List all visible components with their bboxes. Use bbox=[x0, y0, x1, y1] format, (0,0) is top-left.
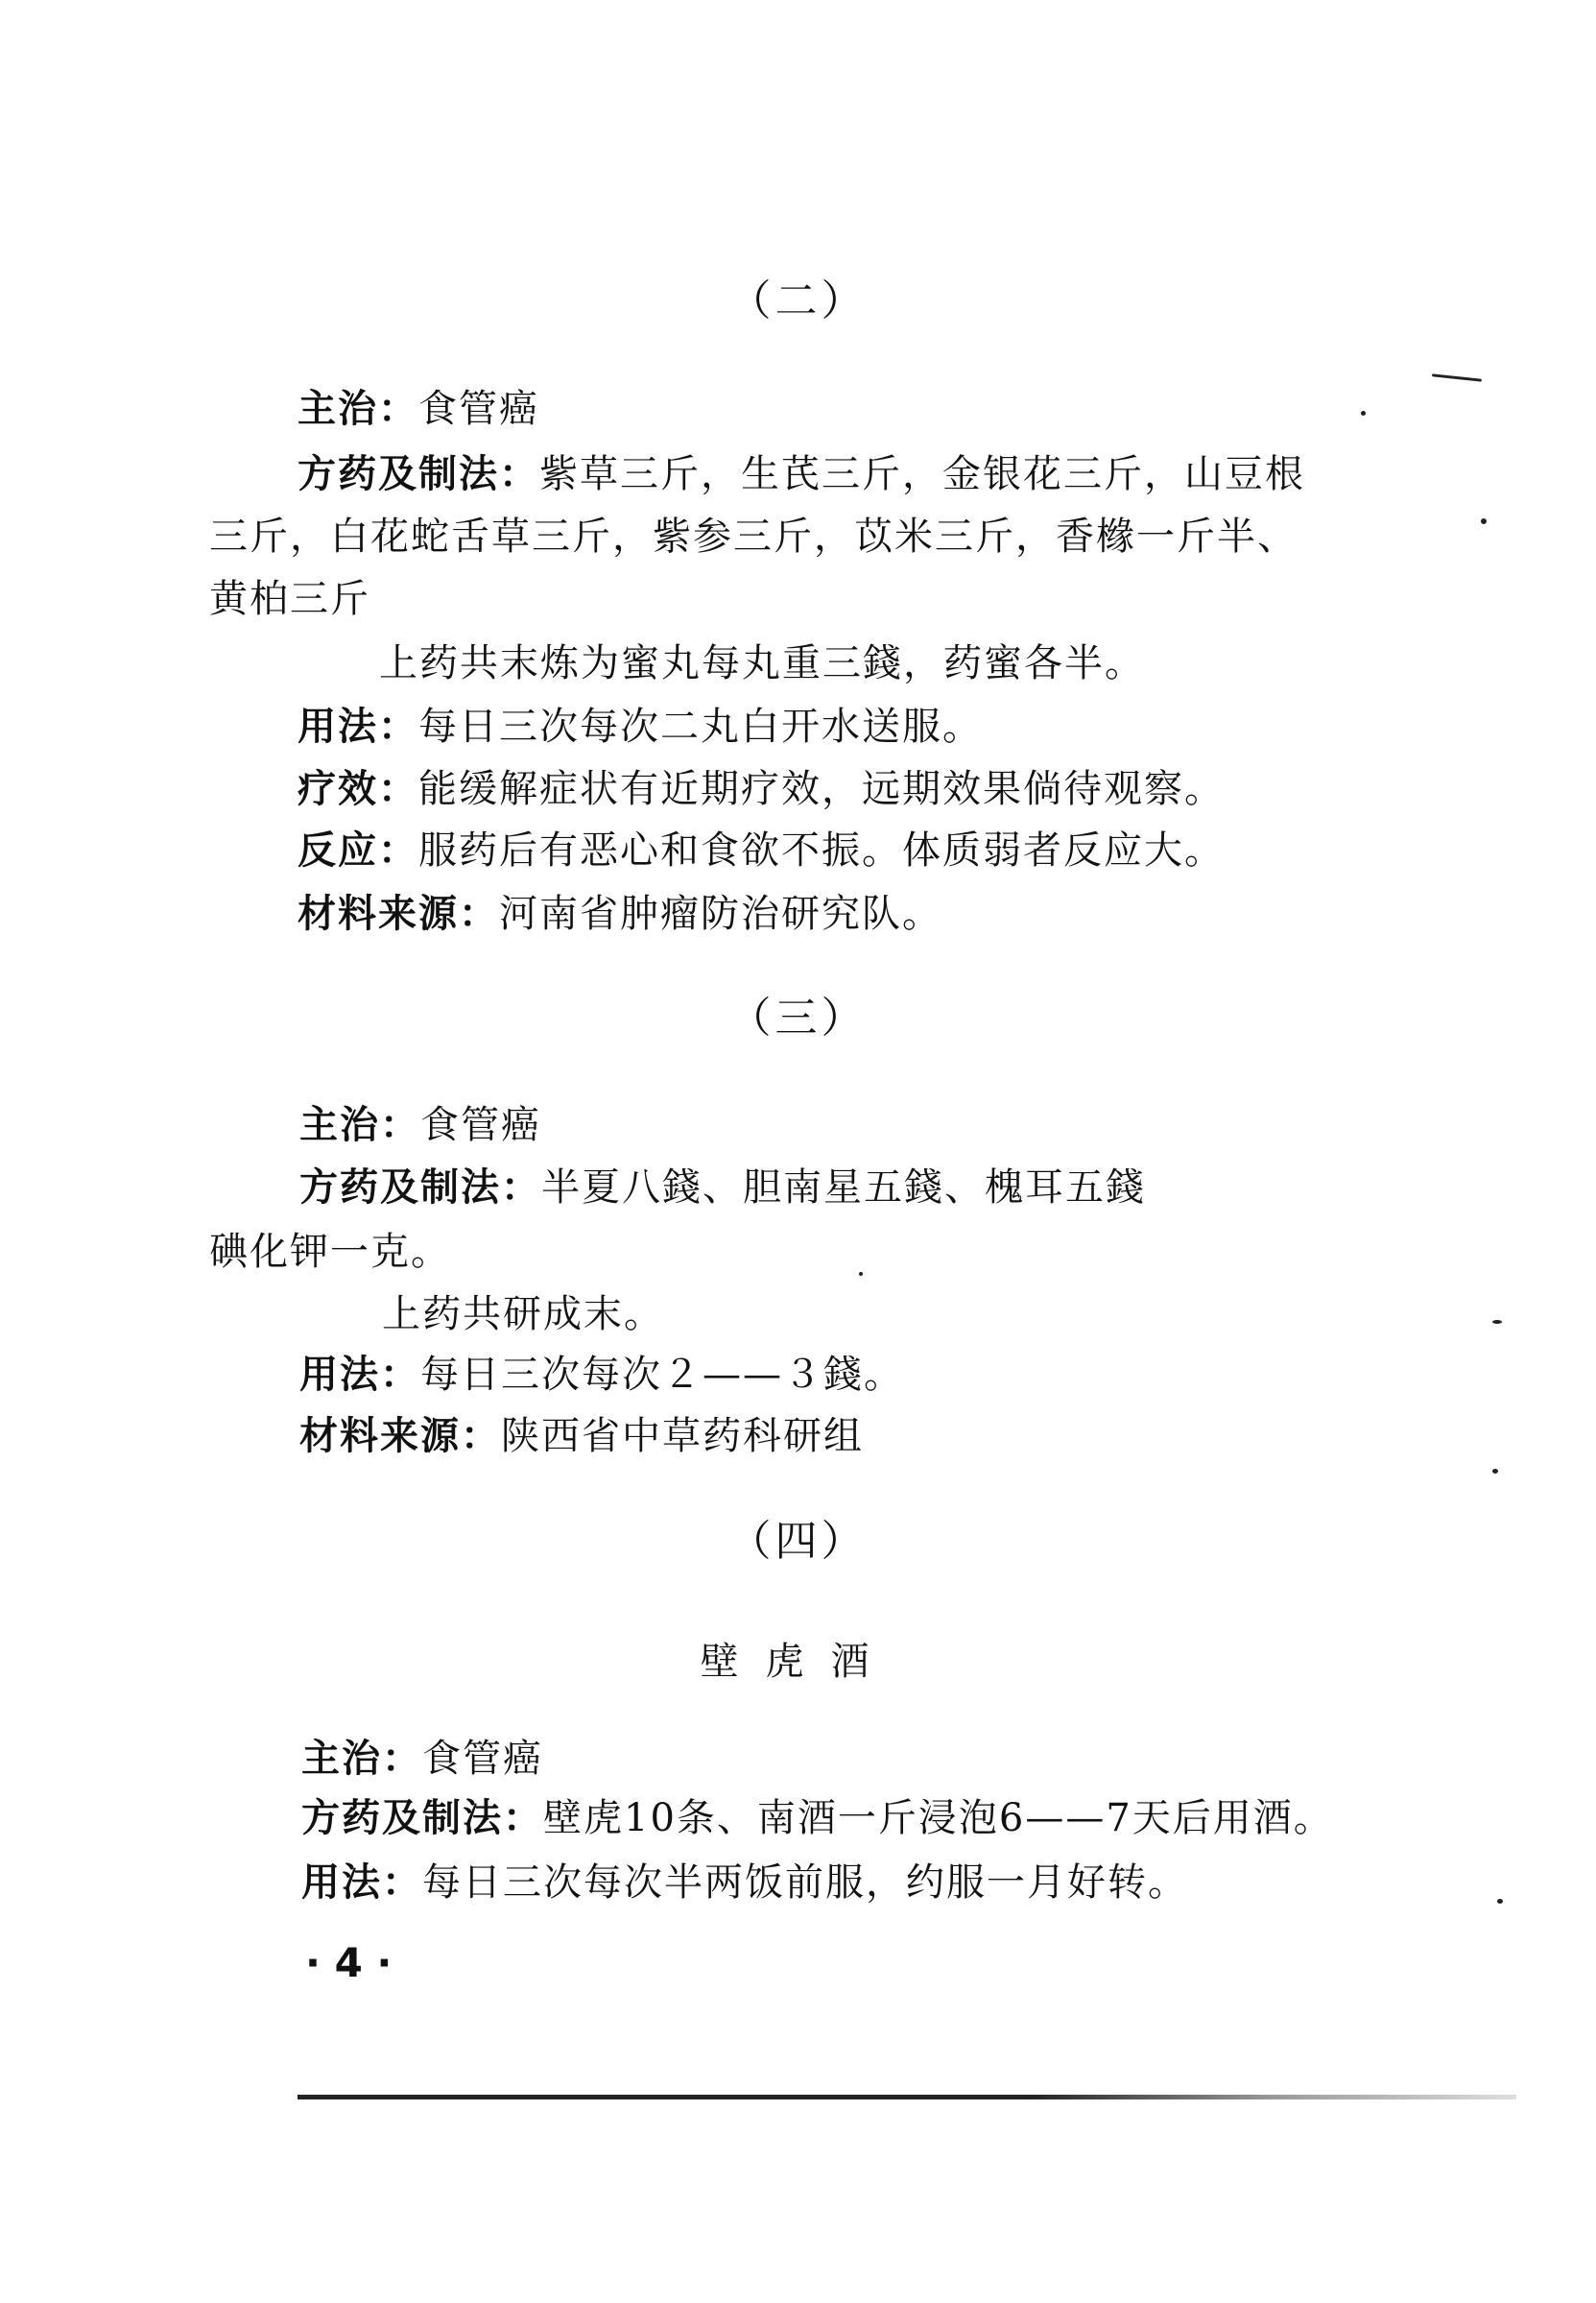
scan-speck bbox=[1432, 373, 1482, 381]
indication-label: 主治： bbox=[301, 1737, 422, 1781]
usage-text: 每日三次每次半两饭前服，约服一月好转。 bbox=[422, 1860, 1188, 1905]
scan-speck bbox=[1492, 1469, 1498, 1474]
usage-line bbox=[301, 1859, 1188, 1906]
prescription-line bbox=[299, 1164, 1146, 1211]
scan-speck bbox=[1481, 518, 1487, 524]
prescription-label: 方药及制法： bbox=[299, 1165, 541, 1210]
indication-text: 食管癌 bbox=[418, 387, 539, 431]
scan-speck bbox=[1361, 411, 1366, 416]
source-label: 材料来源： bbox=[299, 1414, 501, 1458]
prescription-continued-line bbox=[209, 576, 370, 622]
preparation-line bbox=[379, 640, 1145, 686]
prescription-continued-text: 三斤，白花蛇舌草三斤，紫参三斤，苡米三斤，香橼一斤半、 bbox=[209, 515, 1298, 559]
prescription-continued-line bbox=[209, 514, 1298, 560]
preparation-text: 上药共末炼为蜜丸每丸重三錢，药蜜各半。 bbox=[379, 641, 1145, 685]
indication-line bbox=[299, 1102, 541, 1148]
indication-line bbox=[301, 1736, 543, 1782]
bottom-rule bbox=[298, 2095, 1516, 2099]
section-heading-2: （二） bbox=[728, 276, 868, 325]
prescription-continued-line bbox=[209, 1229, 451, 1275]
prescription-label: 方药及制法： bbox=[298, 452, 539, 496]
source-line bbox=[299, 1413, 864, 1459]
remedy-title: 壁虎酒 bbox=[700, 1640, 896, 1684]
usage-label: 用法： bbox=[299, 1353, 420, 1397]
prescription-text: 紫草三斤，生芪三斤，金银花三斤，山豆根 bbox=[539, 452, 1305, 496]
efficacy-line bbox=[298, 766, 1225, 812]
prescription-continued-text: 碘化钾一克。 bbox=[209, 1230, 451, 1274]
usage-label: 用法： bbox=[301, 1860, 422, 1905]
source-text: 陕西省中草药科研组 bbox=[501, 1414, 864, 1458]
prescription-line bbox=[298, 451, 1305, 497]
preparation-line bbox=[382, 1291, 664, 1337]
usage-line bbox=[298, 704, 983, 750]
indication-label: 主治： bbox=[298, 387, 418, 431]
indication-text: 食管癌 bbox=[420, 1103, 541, 1147]
prescription-line bbox=[301, 1795, 1334, 1841]
usage-label: 用法： bbox=[298, 705, 418, 749]
usage-text: 每日三次每次二丸白开水送服。 bbox=[418, 705, 983, 749]
reaction-text: 服药后有恶心和食欲不振。体质弱者反应大。 bbox=[418, 828, 1225, 873]
scan-speck bbox=[1497, 1899, 1503, 1904]
source-text: 河南省肿瘤防治研究队。 bbox=[499, 892, 942, 936]
prescription-text: 壁虎10条、南酒一斤浸泡6——7天后用酒。 bbox=[543, 1796, 1334, 1840]
prescription-continued-text: 黄柏三斤 bbox=[209, 577, 370, 621]
indication-line bbox=[298, 386, 539, 432]
section-heading-3: （三） bbox=[728, 994, 868, 1043]
usage-text: 每日三次每次２——３錢。 bbox=[420, 1353, 904, 1397]
prescription-label: 方药及制法： bbox=[301, 1796, 543, 1840]
page-number: · 4 · bbox=[305, 1939, 393, 1986]
scan-speck bbox=[859, 1272, 863, 1276]
efficacy-label: 疗效： bbox=[298, 767, 418, 811]
indication-text: 食管癌 bbox=[422, 1737, 543, 1781]
usage-line bbox=[299, 1352, 904, 1398]
source-line bbox=[298, 891, 942, 937]
preparation-text: 上药共研成末。 bbox=[382, 1292, 664, 1336]
reaction-line bbox=[298, 828, 1225, 874]
scan-speck bbox=[1492, 1320, 1502, 1324]
source-label: 材料来源： bbox=[298, 892, 499, 936]
indication-label: 主治： bbox=[299, 1103, 420, 1147]
efficacy-text: 能缓解症状有近期疗效，远期效果倘待观察。 bbox=[418, 767, 1225, 811]
reaction-label: 反应： bbox=[298, 828, 418, 873]
section-heading-4: （四） bbox=[728, 1517, 868, 1566]
prescription-text: 半夏八錢、胆南星五錢、槐耳五錢 bbox=[541, 1165, 1146, 1210]
